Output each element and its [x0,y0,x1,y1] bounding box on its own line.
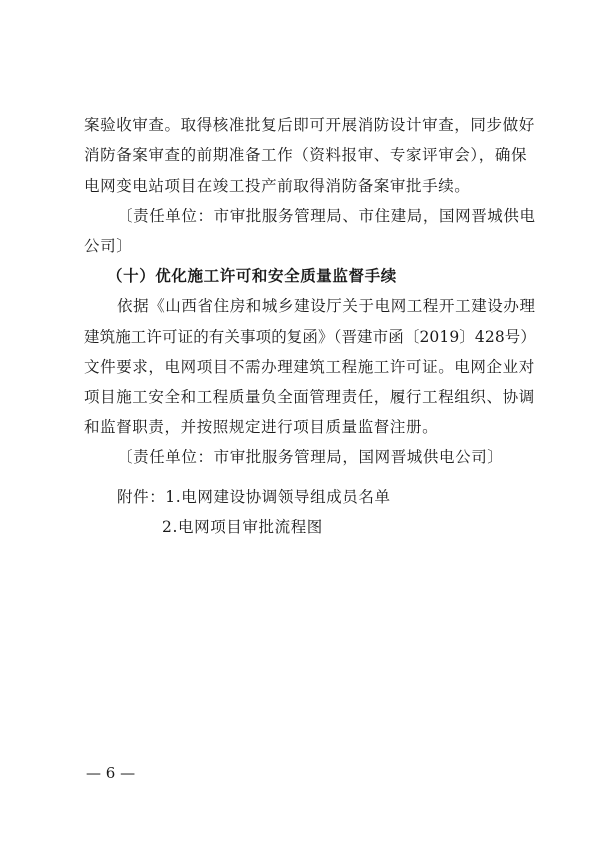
para1-line1: 案验收审查。取得核准批复后即可开展消防设计审查，同步做好 [84,116,535,134]
section10-line4: 项目施工安全和工程质量负全面管理责任，履行工程组织、协调 [84,388,535,406]
attachment-item-2: 2.电网项目审批流程图 [162,518,323,536]
para1-line2: 消防备案审查的前期准备工作（资料报审、专家评审会），确保 [84,146,528,164]
resp1-line1: 〔责任单位：市审批服务管理局、市住建局，国网晋城供电 [117,207,536,225]
attachment-item-1: 附件：1.电网建设协调领导组成员名单 [117,488,391,506]
resp1-line2: 公司〕 [84,237,133,255]
section10-heading: （十）优化施工许可和安全质量监督手续 [107,266,397,285]
section10-line3: 文件要求，电网项目不需办理建筑工程施工许可证。电网企业对 [84,358,535,376]
section10-line5: 和监督职责，并按照规定进行项目质量监督注册。 [84,418,439,436]
para1-line3: 电网变电站项目在竣工投产前取得消防备案审批手续。 [84,177,471,195]
section10-line2: 建筑施工许可证的有关事项的复函》（晋建市函〔2019〕428号） [84,328,536,346]
section10-line1: 依据《山西省住房和城乡建设厅关于电网工程开工建设办理 [117,297,536,315]
resp2-line1: 〔责任单位：市审批服务管理局，国网晋城供电公司〕 [117,448,504,466]
page-number: — 6 — [86,764,136,782]
